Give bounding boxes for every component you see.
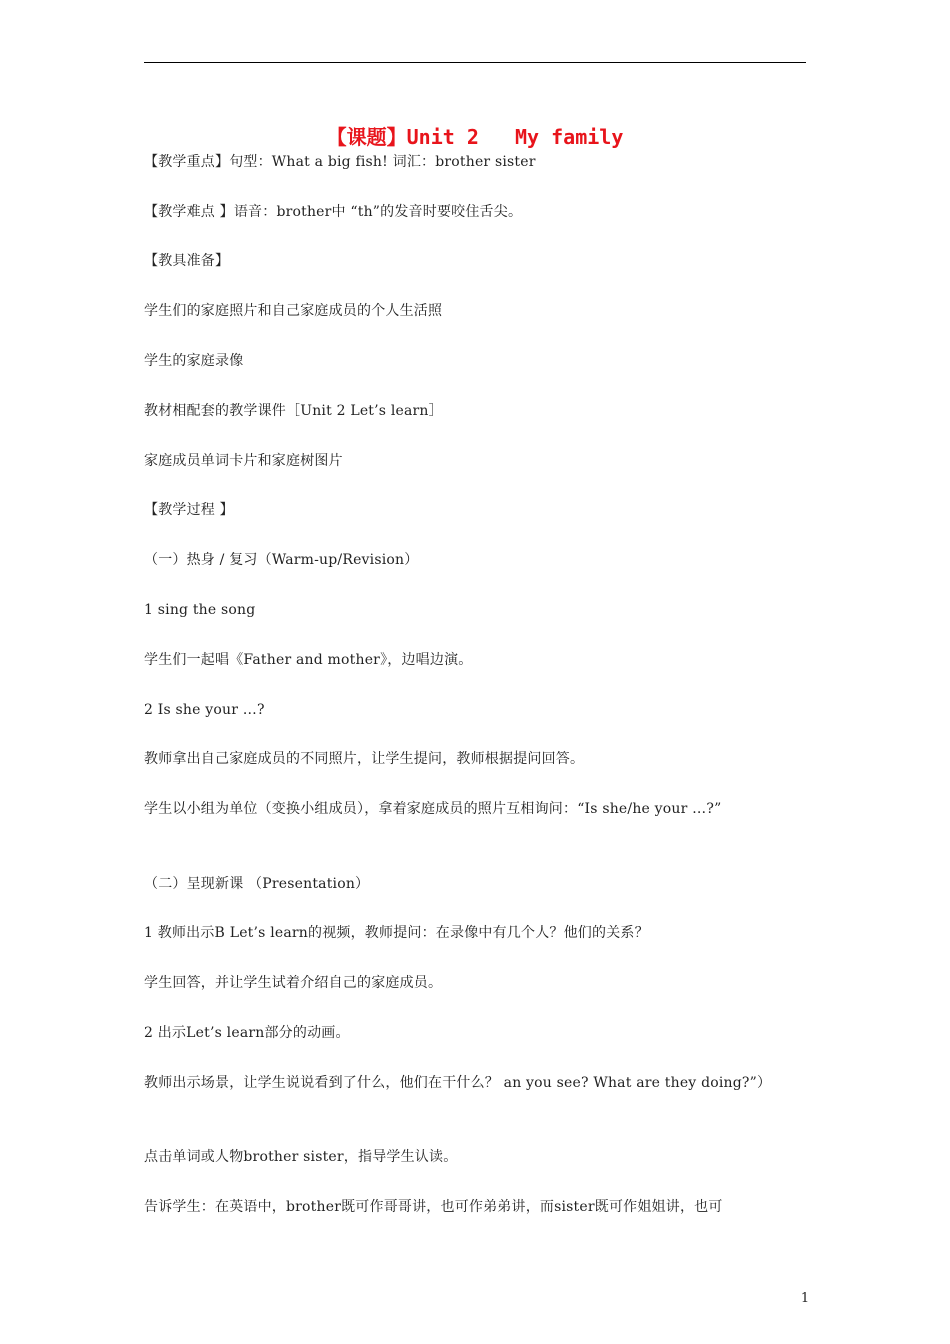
materials-item-video: 学生的家庭录像 — [144, 353, 244, 369]
step-show-video: 1 教师出示B Let’s learn的视频，教师提问：在录像中有几个人？他们的关系？ — [144, 925, 649, 941]
step-is-she-your: 2 Is she your …? — [144, 702, 265, 718]
step-students-answer: 学生回答，并让学生试着介绍自己的家庭成员。 — [144, 975, 443, 991]
materials-item-photos: 学生们的家庭照片和自己家庭成员的个人生活照 — [144, 303, 443, 319]
step-show-animation: 2 出示Let’s learn部分的动画。 — [144, 1025, 350, 1041]
step-tell-students: 告诉学生：在英语中，brother既可作哥哥讲，也可作弟弟讲，而sister既可作姐姐讲，也可 — [144, 1199, 723, 1215]
section-presentation-heading: （二）呈现新课 （Presentation） — [144, 876, 370, 892]
step-click-words: 点击单词或人物brother sister，指导学生认读。 — [144, 1149, 458, 1165]
step-show-scene: 教师出示场景，让学生说说看到了什么，他们在干什么？ an you see? What are they doing?”） — [144, 1075, 772, 1091]
materials-item-courseware: 教材相配套的教学课件［Unit 2 Let’s learn］ — [144, 403, 443, 419]
difficulty-line: 【教学难点 】语音：brother中 “th”的发音时要咬住舌尖。 — [144, 204, 523, 220]
lesson-title: 【课题】Unit 2 My family — [326, 125, 624, 149]
page-number: 1 — [800, 1291, 810, 1306]
materials-item-cards: 家庭成员单词卡片和家庭树图片 — [144, 453, 343, 469]
section-warmup-heading: （一）热身 / 复习（Warm-up/Revision） — [144, 552, 419, 568]
step-teacher-photos: 教师拿出自己家庭成员的不同照片，让学生提问，教师根据提问回答。 — [144, 751, 585, 767]
header-rule — [144, 62, 806, 63]
step-group-ask: 学生以小组为单位（变换小组成员），拿着家庭成员的照片互相询问：“Is she/he your …?” — [144, 801, 722, 817]
process-heading: 【教学过程 】 — [144, 502, 234, 518]
materials-heading: 【教具准备】 — [144, 253, 230, 269]
step-sing-song: 1 sing the song — [144, 602, 256, 618]
key-points-line: 【教学重点】句型：What a big fish! 词汇：brother sister — [144, 154, 536, 170]
step-sing-song-desc: 学生们一起唱《Father and mother》，边唱边演。 — [144, 652, 473, 668]
